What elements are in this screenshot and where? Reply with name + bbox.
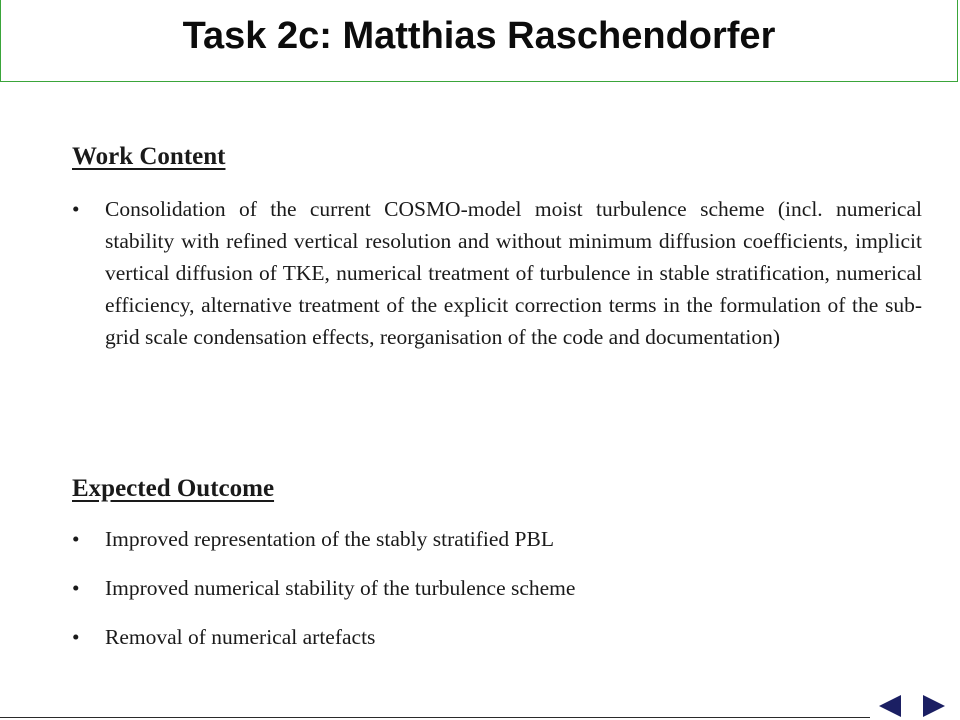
bullet-text: Removal of numerical artefacts <box>105 625 376 649</box>
previous-slide-button[interactable] <box>876 693 904 719</box>
list-item <box>72 621 922 653</box>
list-item <box>72 193 922 353</box>
bullet-text: Improved numerical stability of the turbulence scheme <box>105 576 576 600</box>
bullet-icon: • <box>72 576 80 600</box>
bullet-icon: • <box>72 527 80 551</box>
triangle-left-icon <box>879 695 901 717</box>
next-slide-button[interactable] <box>920 693 948 719</box>
bullet-text: Improved representation of the stably stratified PBL <box>105 527 554 551</box>
title-box <box>0 0 958 82</box>
list-item <box>72 572 922 604</box>
slide-title: Task 2c: Matthias Raschendorfer <box>182 15 776 57</box>
bullet-text: Consolidation of the current COSMO-model moist turbulence scheme (incl. numerical stability with refined vertical resolution and without minimum diffusion coefficients, implicit vertical diffusion of TKE, numerical treatment of turbulence in stable stratification, numerical efficiency, alternative treatment of the explicit correction terms in the formulation of the sub-grid scale condensation effects, reorganisation of the code and documentation) <box>105 197 922 349</box>
list-item <box>72 523 922 555</box>
bullet-icon: • <box>72 197 80 221</box>
expected-outcome-list <box>72 523 922 670</box>
footer-divider <box>0 717 870 718</box>
expected-outcome-heading: Expected Outcome <box>72 475 275 502</box>
bullet-icon: • <box>72 625 80 649</box>
triangle-right-icon <box>923 695 945 717</box>
work-content-list <box>72 193 922 353</box>
work-content-heading: Work Content <box>72 143 226 170</box>
